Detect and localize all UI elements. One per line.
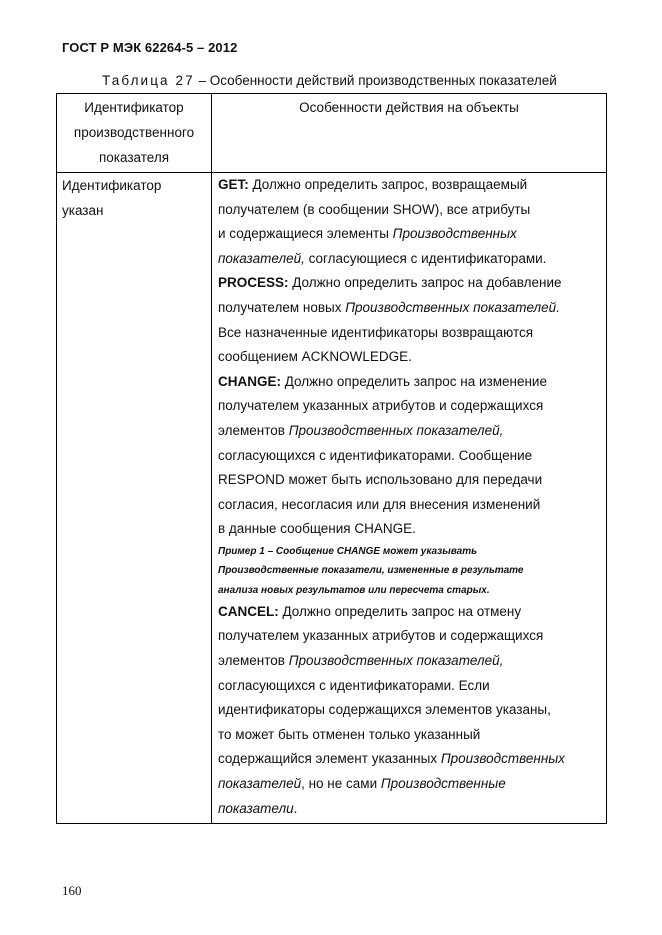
text-line: в данные сообщения CHANGE. xyxy=(218,521,416,537)
italic-term: Производственных показателей, xyxy=(288,652,504,668)
example-note-line: анализа новых результатов или пересчета старых. xyxy=(218,584,490,596)
example-note-line: Пример 1 – Сообщение CHANGE может указывать xyxy=(218,545,478,557)
actions-cell xyxy=(212,173,607,824)
cell-line: Идентификатор xyxy=(62,178,162,193)
text-span: , но не сами xyxy=(301,775,381,791)
example-note-line: Производственные показатели, измененные в результате xyxy=(218,565,524,577)
text-line: получателем указанных атрибутов и содержащихся xyxy=(218,398,544,414)
keyword-process: PROCESS: xyxy=(218,275,289,291)
cell-line: указан xyxy=(62,203,104,218)
identifier-cell xyxy=(57,173,212,824)
header-line: Особенности действия на объекты xyxy=(299,100,519,115)
text-line: RESPOND может быть использовано для передачи xyxy=(218,472,543,488)
header-line: показателя xyxy=(98,150,170,165)
table-caption xyxy=(102,73,557,88)
text-span: Должно определить запрос на отмену xyxy=(278,603,522,619)
text-line: то может быть отменен только указанный xyxy=(218,726,481,742)
text-line: Все назначенные идентификаторы возвращаются xyxy=(218,324,534,340)
italic-term: Производственные xyxy=(380,775,506,791)
text-line: сообщением ACKNOWLEDGE. xyxy=(218,349,412,365)
document-header: ГОСТ Р МЭК 62264-5 – 2012 xyxy=(62,40,238,55)
change-line xyxy=(218,370,602,395)
text-line: согласующихся с идентификаторами. Сообщение xyxy=(218,447,533,463)
table-row xyxy=(57,173,607,824)
text-line xyxy=(218,247,602,272)
text-span: получателем новых xyxy=(218,299,346,315)
text-line xyxy=(218,649,602,674)
text-line xyxy=(218,419,602,444)
page-number: 160 xyxy=(62,883,82,898)
table-caption-text: – Особенности действий производственных показателей xyxy=(194,73,557,88)
text-line: получателем указанных атрибутов и содержащихся xyxy=(218,628,544,644)
text-span: Должно определить запрос на изменение xyxy=(281,373,547,389)
keyword-change: CHANGE: xyxy=(218,373,281,389)
keyword-get: GET: xyxy=(218,177,249,192)
column-header-identifier xyxy=(57,94,212,173)
text-span: элементов xyxy=(218,422,289,438)
text-line xyxy=(218,222,602,247)
actions-table xyxy=(56,93,607,824)
text-span: содержащийся элемент указанных xyxy=(218,751,441,767)
text-line: идентификаторы содержащихся элементов указаны, xyxy=(218,702,551,718)
italic-term: показателей, xyxy=(218,250,305,266)
italic-term: показателей xyxy=(218,775,302,791)
header-line: Идентификатор xyxy=(84,100,184,115)
process-line xyxy=(218,271,602,296)
text-line xyxy=(218,296,602,321)
table-header-row xyxy=(57,94,607,173)
text-line xyxy=(218,797,602,823)
text-span: Должно определить запрос, возвращаемый xyxy=(248,177,528,192)
italic-term: показатели xyxy=(218,800,294,816)
text-line: согласующихся с идентификаторами. Если xyxy=(218,677,490,693)
italic-term: Производственных показателей. xyxy=(345,299,560,315)
text-span: согласующиеся с идентификаторами. xyxy=(304,250,547,266)
text-line xyxy=(218,747,602,772)
text-span: . xyxy=(293,800,298,816)
italic-term: Производственных показателей, xyxy=(288,422,504,438)
italic-term: Производственных xyxy=(392,226,517,242)
text-span: и содержащиеся элементы xyxy=(218,226,393,242)
text-line: согласия, несогласия или для внесения изменений xyxy=(218,496,541,512)
column-header-actions xyxy=(212,94,607,173)
cancel-line xyxy=(218,600,602,625)
text-span: элементов xyxy=(218,652,289,668)
text-line xyxy=(218,772,602,797)
header-line: производственного xyxy=(73,125,195,140)
keyword-cancel: CANCEL: xyxy=(218,603,279,619)
text-line: получателем (в сообщении SHOW), все атрибуты xyxy=(218,201,531,217)
table-caption-label: Таблица 27 xyxy=(102,73,195,88)
italic-term: Производственных xyxy=(440,751,565,767)
get-line xyxy=(218,173,602,198)
text-span: Должно определить запрос на добавление xyxy=(288,275,562,291)
